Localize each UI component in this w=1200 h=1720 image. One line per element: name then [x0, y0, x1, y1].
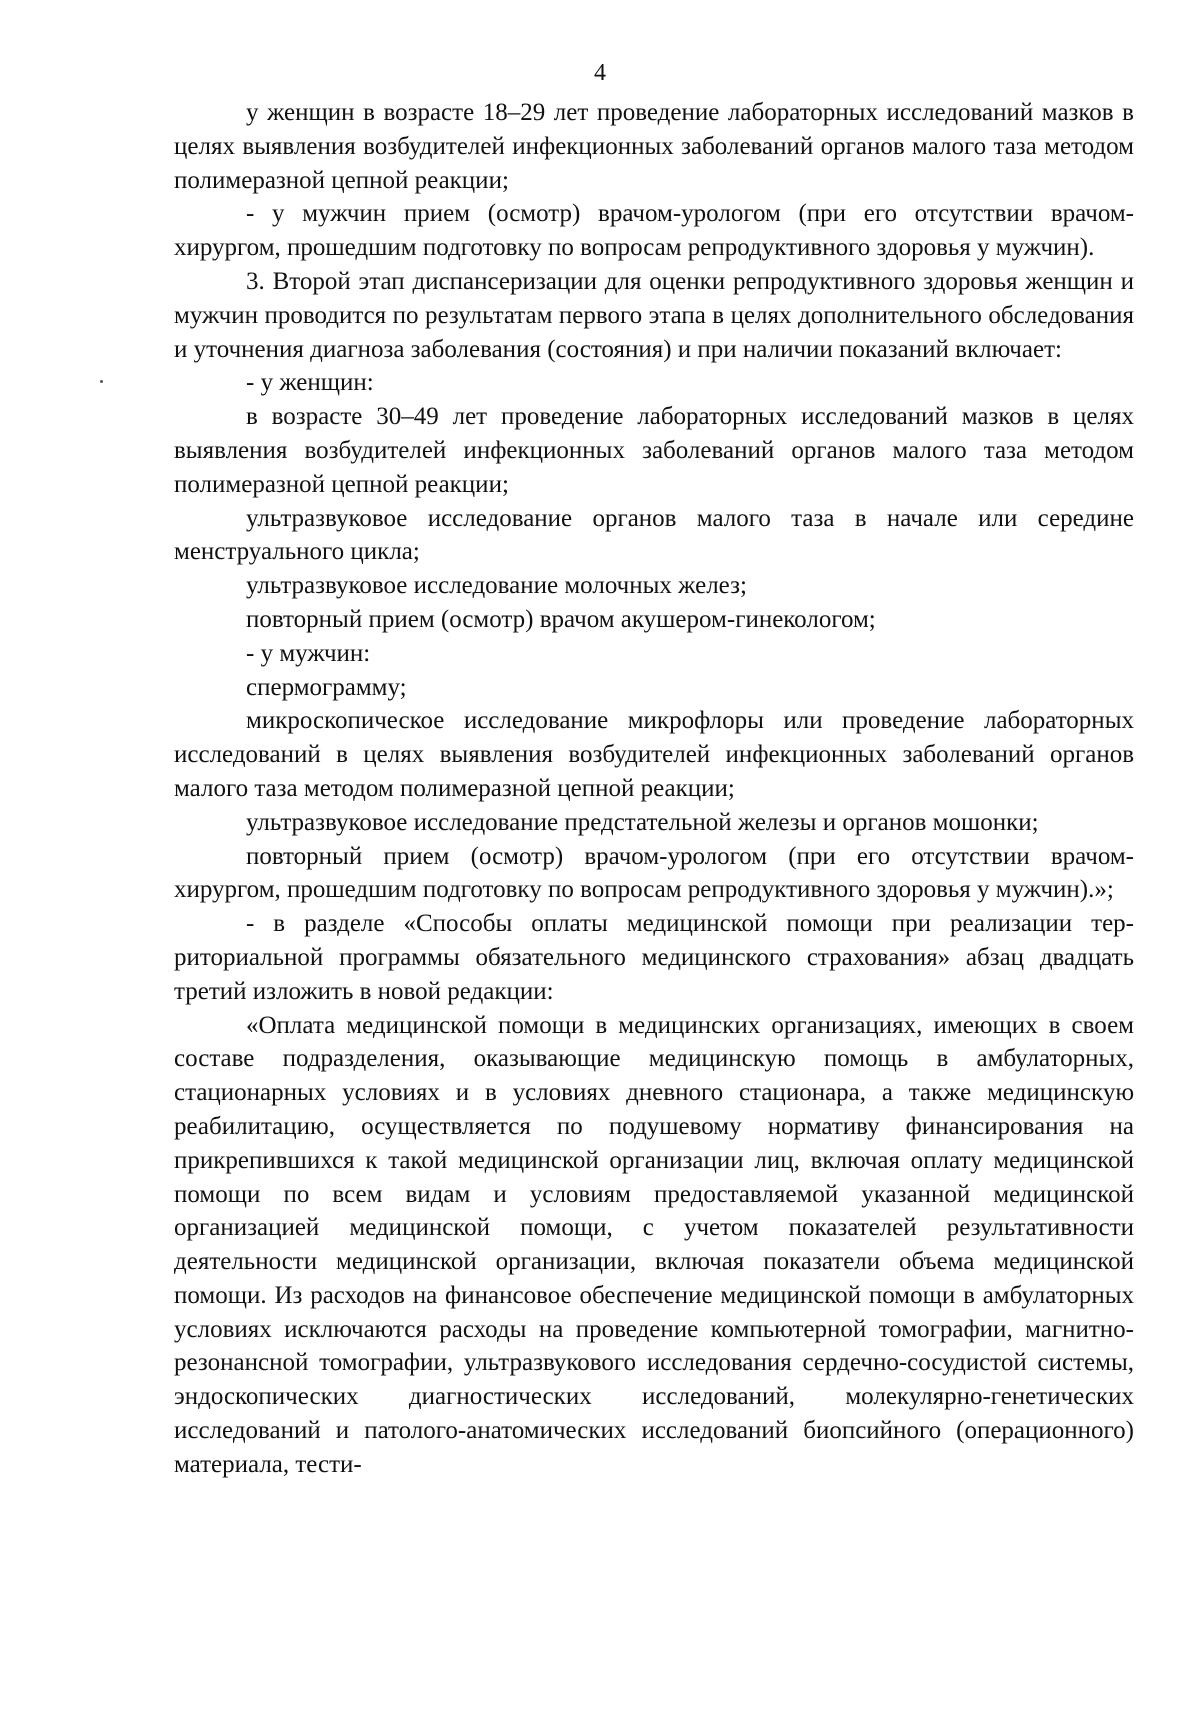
- paragraph-prostate-ultrasound: ультразвуковое исследование предстательной железы и органов мошонки;: [246, 808, 1039, 836]
- paragraph-second-stage: 3. Второй этап диспансеризации для оценки репродуктивного здоровья женщин и мужчин проводится по результатам первого этапа в целях дополнительного обследования и уточнения диагноза заболевания (состояния) и при наличии показаний включает:: [174, 267, 1134, 363]
- paragraph-urologist-repeat: повторный прием (осмотр) врачом-урологом (при его отсутствии врачом-хирургом, прошедшим подготовку по вопросам репродуктивного здоровья у мужчин).»;: [174, 842, 1134, 904]
- scan-speck: [100, 380, 103, 383]
- paragraph-microflora: микроскопическое исследование микрофлоры или проведение лабораторных исследований в целях выявления возбудителей инфекционных заболеваний органов малого таза методом полимеразной цепной реакции;: [174, 707, 1134, 802]
- paragraph-men-heading: - у мужчин:: [246, 639, 371, 667]
- paragraph-payment-section: - в разделе «Способы оплаты медицинской помощи при реализации территориальной программы обязательного медицинского страхования» абзац двадцать третий изложить в новой редакции:: [174, 910, 1134, 1005]
- paragraph-spermogram: спермограмму;: [246, 673, 407, 701]
- page-number: 4: [594, 60, 606, 86]
- paragraph-women-18-29: у женщин в возрасте 18–29 лет проведение лабораторных исследований мазков в целях выявления возбудителей инфекционных заболеваний органов малого таза методом полимеразной цепной реакции;: [174, 99, 1134, 194]
- paragraph-gynecologist-repeat: повторный прием (осмотр) врачом акушером-гинекологом;: [246, 605, 876, 633]
- paragraph-breast-ultrasound: ультразвуковое исследование молочных желез;: [246, 572, 747, 600]
- paragraph-payment-text: «Оплата медицинской помощи в медицинских организациях, имеющих в своем составе подразделения, оказывающие медицинскую помощь в амбулаторных, стационарных условиях и в условиях дневного стационара, а также медицинскую реабилитацию, осуществляется по подушевому нормативу финансирования на прикрепившихся к такой медицинской организации лиц, включая оплату медицинской помощи по всем видам и условиям предоставляемой указанной медицинской организацией медицинской помощи, с учетом показателей результативности деятельности медицинской организации, включая показатели объема медицинской помощи. Из расходов на финансовое обеспечение медицинской помощи в амбулаторных условиях исключаются расходы на проведение компьютерной томографии, магнитно-резонансной томографии, ультразвукового исследования сердечно-сосудистой системы, эндоскопических диагностических исследований, молекулярно-генетических исследований и патолого-анатомических исследований биопсийного (операционного) материала, тести-: [174, 1011, 1134, 1478]
- paragraph-women-heading: - у женщин:: [246, 369, 374, 397]
- document-body: [174, 96, 1134, 1482]
- paragraph-pelvic-ultrasound: ультразвуковое исследование органов малого таза в начале или середине менструального цикла;: [174, 504, 1134, 566]
- paragraph-women-30-49: в возрасте 30–49 лет проведение лабораторных исследований мазков в целях выявления возбудителей инфекционных заболеваний органов малого таза методом полимеразной цепной реакции;: [174, 403, 1134, 498]
- paragraph-men-urologist: - у мужчин прием (осмотр) врачом-урологом (при его отсутствии врачом-хирургом, прошедшим подготовку по вопросам репродуктивного здоровья у мужчин).: [174, 200, 1134, 262]
